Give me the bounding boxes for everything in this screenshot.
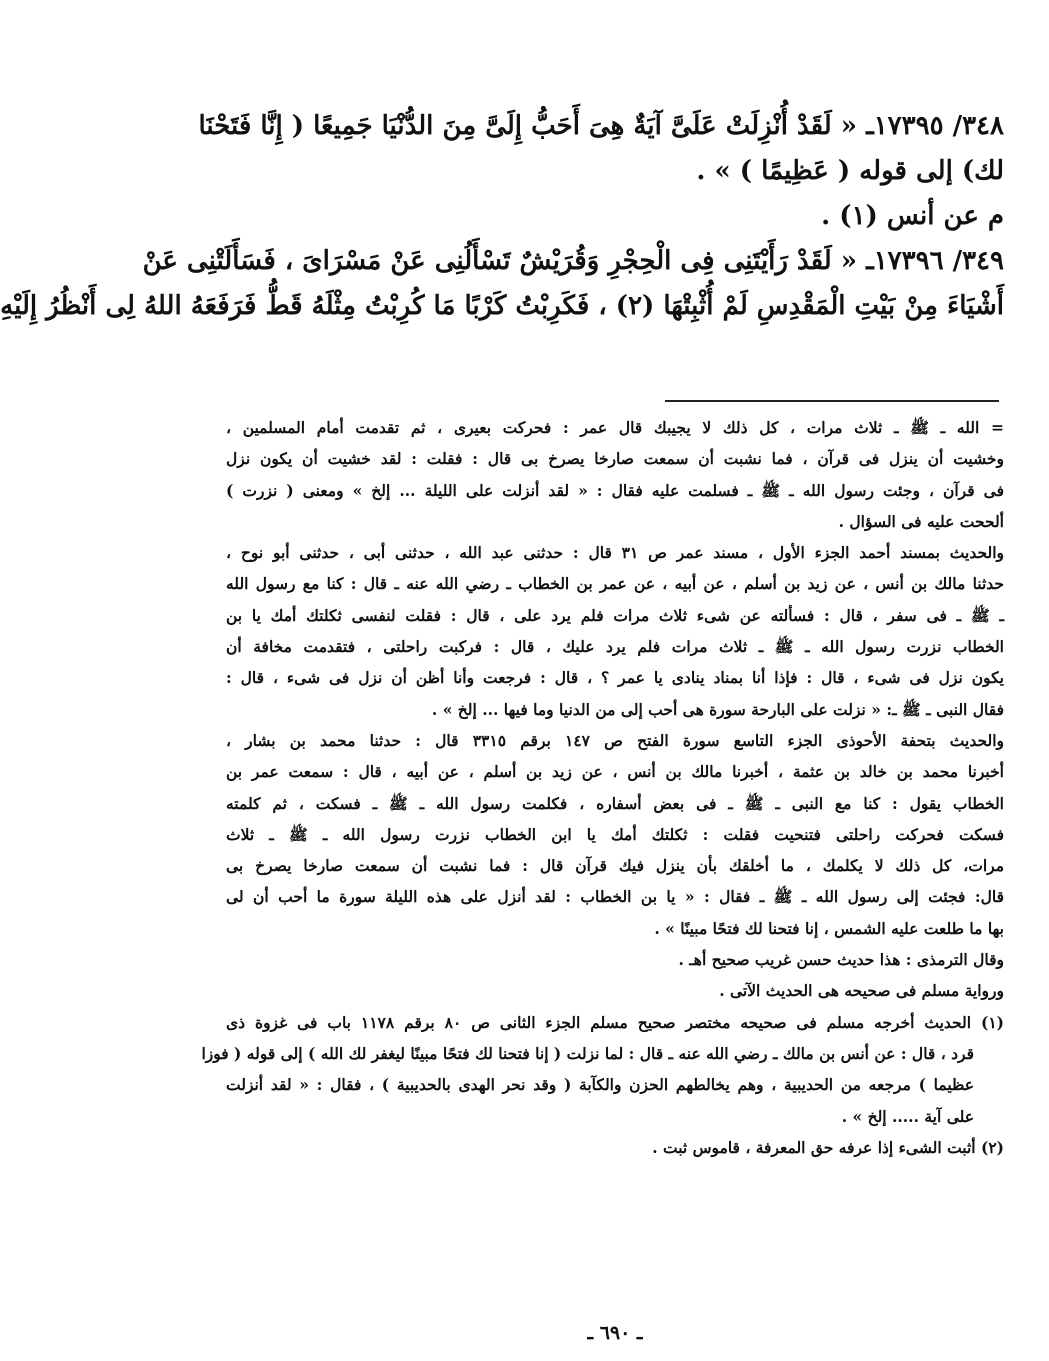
hadith-line: أَشْيَاءَ مِنْ بَيْتِ الْمَقْدِسِ لَمْ أُثْبِتْهَا (٢) ، فَكَرِبْتُ كَرْبًا مَا كُرِبْتُ مِثْلَهُ قَطُّ فَرَفَعَهُ اللهُ لِى أَنْظُرُ إِلَيْهِ (0, 291, 1004, 321)
hadith-line: ٣٤٨/ ١٧٣٩٥ـ « لَقَدْ أُنْزِلَتْ عَلَىَّ آيَةٌ هِىَ أَحَبُّ إِلَىَّ مِنَ الدُّنْيَا جَمِيعًا ( إِنَّا فَتَحْنَا (198, 111, 1004, 141)
footnote-line: الخطاب يقول : كنا مع النبى ـ ﷺ ـ فى بعض أسفاره ، فكلمت رسول الله ـ ﷺ ـ فسكت ، ثم كلمته (226, 793, 1004, 813)
footnote-line: أخبرنا محمد بن خالد بن عثمة ، أخبرنا مالك بن أنس ، عن زيد بن أسلم ، عن أبيه ، قال : سمعت عمر بن (226, 762, 1004, 782)
footnote-line: فقال النبى ـ ﷺ ـ: « نزلت على البارحة سورة هى أحب إلى من الدنيا وما فيها ... إلخ » . (431, 699, 1004, 719)
footnote-line: ـ ﷺ ـ فى سفر ، قال : فسألته عن شىء ثلاث مرات فلم يرد على ، قال : فقلت لنفسى ثكلتك أمك يا بن (226, 605, 1004, 625)
footnote-line: عظيما ) مرجعه من الحديبية ، وهم يخالطهم الحزن والكآبة ( وقد نحر الهدى بالحديبية ) ، فقال : « لقد أنزلت (226, 1075, 974, 1095)
page-number: ـ ٦٩٠ ـ (587, 1322, 643, 1344)
footnote-line: فى قرآن ، وجئت رسول الله ـ ﷺ ـ فسلمت عليه فقال : « لقد أنزلت على الليلة ... إلخ » ومعنى ( نزرت ) (226, 480, 1004, 500)
footnote-separator (665, 400, 999, 402)
footnote-line: وخشيت أن ينزل فى قرآن ، فما نشبت أن سمعت صارخا يصرخ بى قال : فقلت : لقد خشيت أن يكون نزل (226, 449, 1004, 469)
footnote-line: والحديث بتحفة الأحوذى الجزء التاسع سورة الفتح ص ١٤٧ برقم ٣٣١٥ قال : حدثنا محمد بن بشار ، (226, 730, 1004, 750)
footnote-line: بها ما طلعت عليه الشمس ، إنا فتحنا لك فتحًا مبينًا » . (654, 918, 1004, 938)
footnote-line: فسكت فحركت راحلتى فتنحيت فقلت : ثكلتك أمك يا ابن الخطاب نزرت رسول الله ـ ﷺ ـ ثلاث (226, 824, 1004, 844)
hadith-line: لك) إلى قوله ( عَظِيمًا ) » . (696, 156, 1004, 186)
footnote-line: حدثنا مالك بن أنس ، عن زيد بن أسلم ، عن أبيه ، عن عمر بن الخطاب ـ رضي الله عنه ـ قال : كنا مع رسول الله (226, 574, 1004, 594)
footnote-line: (٢) أثبت الشىء إذا عرفه حق المعرفة ، قاموس ثبت . (652, 1137, 1004, 1157)
hadith-line: ٣٤٩/ ١٧٣٩٦ـ « لَقَدْ رَأَيْتَنِى فِى الْحِجْرِ وَقُرَيْشٌ تَسْأَلُنِى عَنْ مَسْرَاىَ ، فَسَأَلَتْنِى عَنْ (142, 246, 1004, 276)
footnotes-block (201, 412, 1005, 1163)
footnote-line: = الله ـ ﷺ ـ ثلاث مرات ، كل ذلك لا يجيبك قال عمر : فحركت بعيرى ، ثم تقدمت أمام المسلمين ، (226, 418, 1004, 437)
footnote-line: قرد ، قال : عن أنس بن مالك ـ رضي الله عنه ـ قال : لما نزلت ( إنا فتحنا لك فتحًا مبينًا ليغفر لك الله ) إلى قوله ( فوزا (201, 1043, 974, 1063)
footnote-line: وقال الترمذى : هذا حديث حسن غريب صحيح أهـ . (678, 950, 1004, 970)
footnote-line: الخطاب نزرت رسول الله ـ ﷺ ـ ثلاث مرات فلم يرد عليك ، قال : فركبت راحلتى ، فتقدمت مخافة أن (226, 637, 1004, 657)
footnote-line: مرات، كل ذلك لا يكلمك ، ما أخلقك بأن ينزل فيك قرآن قال : فما نشبت أن سمعت صارخا يصرخ بى (226, 856, 1004, 876)
footnote-line: والحديث بمسند أحمد الجزء الأول ، مسند عمر ص ٣١ قال : حدثنى عبد الله ، حدثنى أبى ، حدثنى أبو نوح ، (226, 543, 1004, 563)
footnote-line: قال: فجئت إلى رسول الله ـ ﷺ ـ فقال : « يا بن الخطاب : لقد أنزل على هذه الليلة سورة ما أحب أن لى (226, 887, 1004, 907)
footnote-line: (١) الحديث أخرجه مسلم فى صحيحه مختصر صحيح مسلم الجزء الثانى ص ٨٠ برقم ١١٧٨ باب فى غزوة ذى (226, 1012, 1005, 1032)
footnote-line: ألححت عليه فى السؤال . (838, 511, 1004, 531)
footnote-line: ورواية مسلم فى صحيحه هى الحديث الآتى . (719, 981, 1004, 1001)
footnote-line: على آية ..... إلخ » . (841, 1106, 974, 1126)
hadith-line: م عن أنس (١) . (821, 201, 1004, 231)
footnote-line: يكون نزل فى شىء ، قال : فإذا أنا بمناد ينادى يا عمر ؟ ، قال : فرجعت وأنا أظن أن نزل فى شىء ، قال : (226, 668, 1004, 688)
hadith-text-block (0, 104, 1004, 329)
